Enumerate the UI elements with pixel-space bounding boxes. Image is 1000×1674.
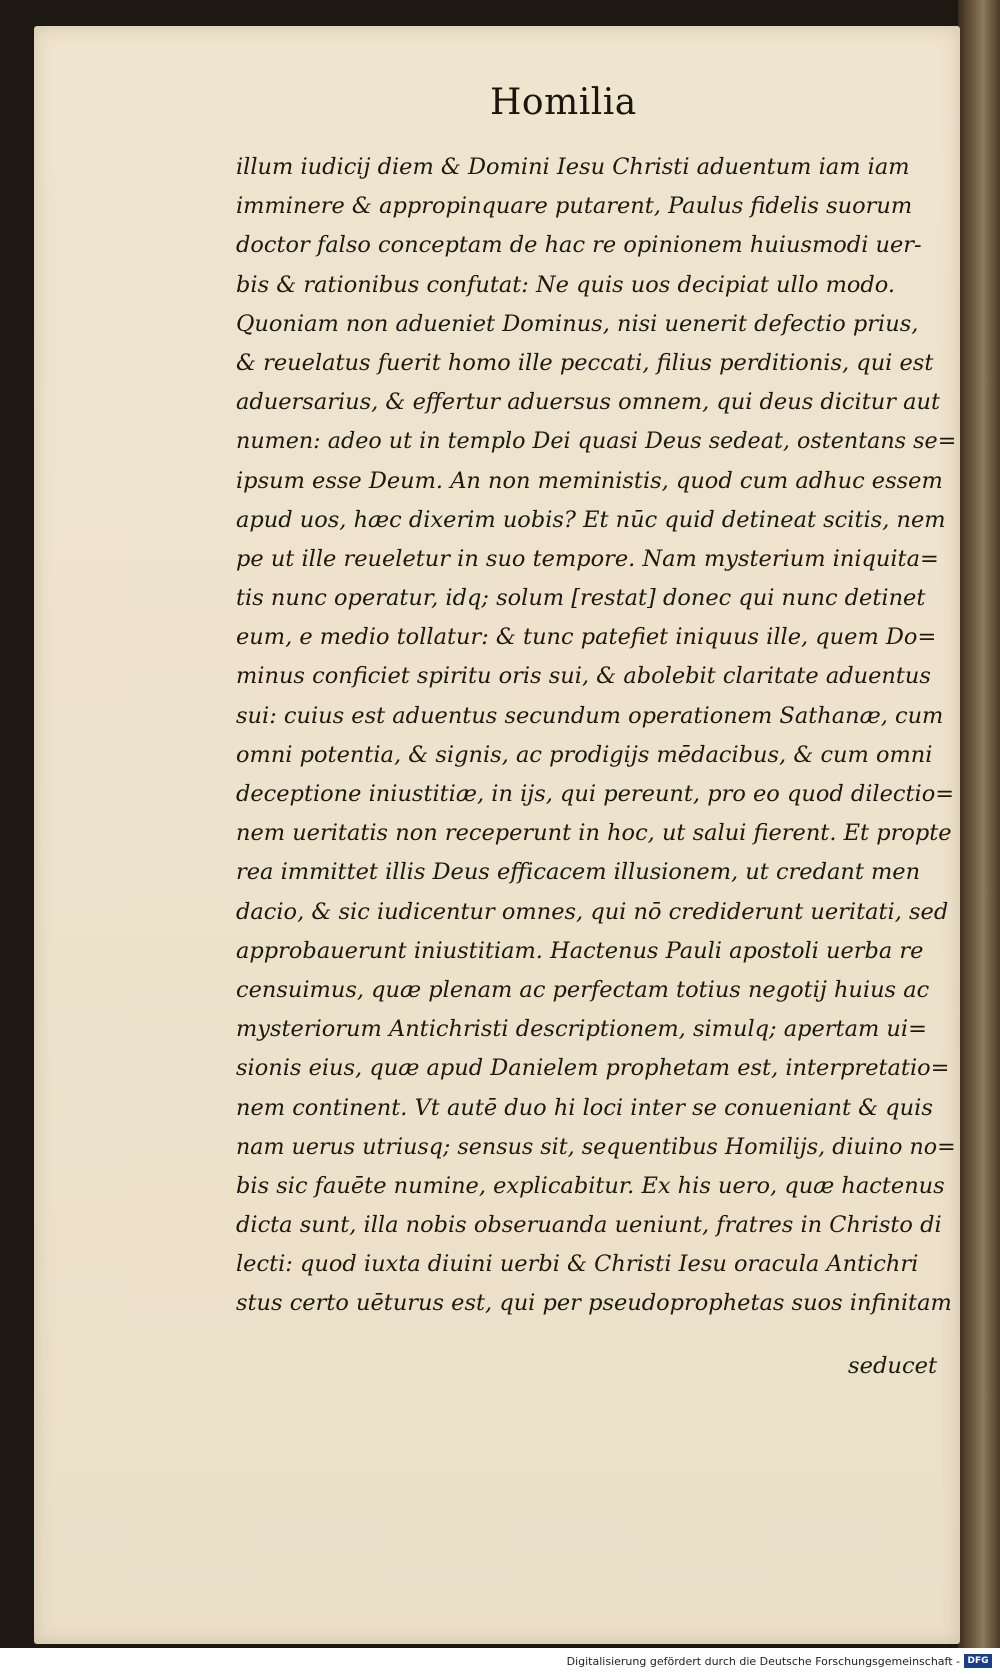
text-line: censuimus, quæ plenam ac perfectam totius negotij huius ac	[236, 976, 930, 1003]
dfg-logo: DFG	[964, 1654, 992, 1668]
text-line: rea immittet illis Deus efficacem illusionem, ut credant men	[236, 859, 921, 886]
text-line: tis nunc operatur, idq; solum [restat] donec qui nunc detinet	[236, 585, 926, 612]
text-line: approbauerunt iniustitiam. Hactenus Pauli apostoli uerba re	[236, 937, 924, 964]
text-line: lecti: quod iuxta diuini uerbi & Christi Iesu oracula Antichri	[236, 1251, 919, 1278]
text-line: mysteriorum Antichristi descriptionem, simulq; apertam ui=	[236, 1016, 927, 1043]
text-line: Quoniam non adueniet Dominus, nisi uenerit defectio prius,	[236, 310, 919, 337]
text-line: minus conficiet spiritu oris sui, & abolebit claritate aduentus	[236, 663, 931, 690]
text-line: sui: cuius est aduentus secundum operationem Sathanæ, cum	[236, 702, 944, 729]
running-head: Homilia	[490, 82, 637, 123]
text-line: & reuelatus fuerit homo ille peccati, filius perditionis, qui est	[236, 349, 934, 376]
text-line: bis & rationibus confutat: Ne quis uos decipiat ullo modo.	[236, 271, 896, 298]
text-line: stus certo uēturus est, qui per pseudoprophetas suos infinitam	[236, 1290, 952, 1317]
book-edge	[958, 0, 1000, 1648]
text-line: dacio, & sic iudicentur omnes, qui nō crediderunt ueritati, sed	[236, 898, 949, 925]
text-line: nem ueritatis non receperunt in hoc, ut salui fierent. Et propte	[236, 820, 952, 847]
text-line: dicta sunt, illa nobis obseruanda ueniunt, fratres in Christo di	[236, 1212, 942, 1239]
text-line: omni potentia, & signis, ac prodigijs mēdacibus, & cum omni	[236, 741, 933, 768]
text-line: nam uerus utriusq; sensus sit, sequentibus Homilijs, diuino no=	[236, 1133, 956, 1160]
text-line: doctor falso conceptam de hac re opinionem huiusmodi uer-	[236, 232, 922, 259]
text-line: numen: adeo ut in templo Dei quasi Deus sedeat, ostentans se=	[236, 428, 957, 455]
text-line: ipsum esse Deum. An non meministis, quod cum adhuc essem	[236, 467, 943, 494]
text-line: nem continent. Vt autē duo hi loci inter se conueniant & quis	[236, 1094, 933, 1121]
text-line: apud uos, hæc dixerim uobis? Et nūc quid detineat scitis, nem	[236, 506, 946, 533]
footer-bar	[0, 1648, 1000, 1674]
text-line: eum, e medio tollatur: & tunc patefiet iniquus ille, quem Do=	[236, 624, 937, 651]
body-text	[236, 148, 960, 1324]
text-line: bis sic fauēte numine, explicabitur. Ex his uero, quæ hactenus	[236, 1172, 945, 1199]
catchword: seducet	[848, 1353, 938, 1379]
text-line: imminere & appropinquare putarent, Paulus fidelis suorum	[236, 193, 913, 220]
text-line: pe ut ille reueletur in suo tempore. Nam mysterium iniquita=	[236, 545, 939, 572]
text-line: aduersarius, & effertur aduersus omnem, qui deus dicitur aut	[236, 389, 940, 416]
text-line: deceptione iniustitiæ, in ijs, qui pereunt, pro eo quod dilectio=	[236, 781, 955, 807]
funding-credit: Digitalisierung gefördert durch die Deutsche Forschungsgemeinschaft -	[566, 1655, 960, 1668]
text-line: sionis eius, quæ apud Danielem prophetam est, interpretatio=	[236, 1055, 950, 1082]
text-line: illum iudicij diem & Domini Iesu Christi aduentum iam iam	[236, 154, 910, 180]
